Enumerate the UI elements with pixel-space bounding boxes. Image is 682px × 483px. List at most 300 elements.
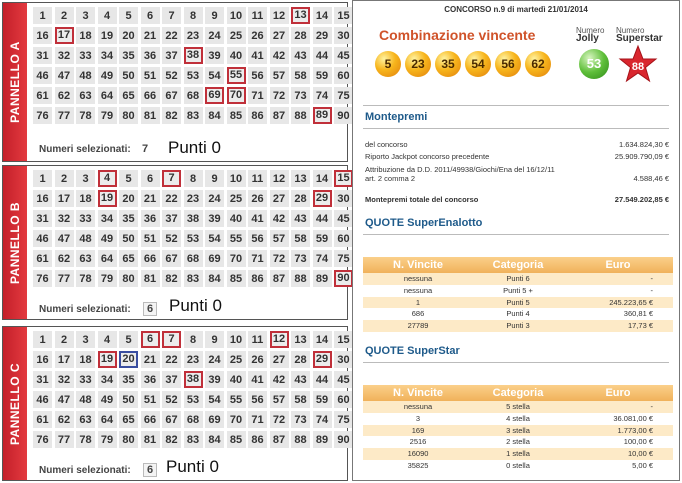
number-cell[interactable]: 90 [334, 107, 353, 124]
number-cell[interactable]: 10 [227, 170, 246, 187]
number-cell[interactable]: 78 [76, 107, 95, 124]
number-cell[interactable]: 3 [76, 7, 95, 24]
number-cell[interactable]: 67 [162, 411, 181, 428]
number-cell[interactable]: 41 [248, 210, 267, 227]
number-cell[interactable]: 2 [55, 331, 74, 348]
number-cell[interactable]: 8 [184, 331, 203, 348]
number-cell[interactable]: 35 [119, 371, 138, 388]
number-cell[interactable]: 73 [291, 250, 310, 267]
number-cell[interactable]: 14 [313, 7, 332, 24]
punti-label: Punti 0 [169, 296, 222, 315]
number-cell[interactable]: 85 [227, 270, 246, 287]
number-cell[interactable]: 42 [270, 47, 289, 64]
number-cell[interactable]: 60 [334, 230, 353, 247]
number-cell[interactable]: 80 [119, 270, 138, 287]
number-cell[interactable]: 17 [55, 27, 74, 44]
number-cell[interactable]: 51 [141, 67, 160, 84]
number-cell[interactable]: 22 [162, 27, 181, 44]
number-cell[interactable]: 39 [205, 47, 224, 64]
number-cell[interactable]: 87 [270, 270, 289, 287]
number-cell[interactable]: 74 [313, 87, 332, 104]
number-cell[interactable]: 77 [55, 270, 74, 287]
number-cell[interactable]: 74 [313, 250, 332, 267]
number-cell[interactable]: 68 [184, 250, 203, 267]
number-cell[interactable]: 41 [248, 371, 267, 388]
number-cell[interactable]: 56 [248, 67, 267, 84]
number-cell[interactable]: 88 [291, 431, 310, 448]
number-cell[interactable]: 90 [334, 270, 353, 287]
number-cell[interactable]: 61 [33, 250, 52, 267]
number-cell[interactable]: 28 [291, 190, 310, 207]
winning-ball: 56 [495, 51, 521, 77]
number-cell[interactable]: 81 [141, 270, 160, 287]
montepremi-value: 25.909.790,09 € [614, 152, 669, 161]
number-cell[interactable]: 79 [98, 107, 117, 124]
number-cell[interactable]: 89 [313, 431, 332, 448]
number-cell[interactable]: 7 [162, 7, 181, 24]
number-cell[interactable]: 34 [98, 47, 117, 64]
number-cell[interactable]: 69 [205, 411, 224, 428]
number-cell[interactable]: 31 [33, 371, 52, 388]
table-cell: nessuna [403, 274, 433, 283]
number-cell[interactable]: 21 [141, 190, 160, 207]
number-cell[interactable]: 66 [141, 87, 160, 104]
number-cell[interactable]: 11 [248, 170, 267, 187]
number-cell[interactable]: 29 [313, 351, 332, 368]
number-cell[interactable]: 86 [248, 270, 267, 287]
number-cell[interactable]: 82 [162, 270, 181, 287]
number-cell[interactable]: 20 [119, 351, 138, 368]
number-cell[interactable]: 23 [184, 190, 203, 207]
number-cell[interactable]: 39 [205, 371, 224, 388]
number-cell[interactable]: 18 [76, 190, 95, 207]
number-cell[interactable]: 12 [270, 7, 289, 24]
number-cell[interactable]: 78 [76, 270, 95, 287]
number-cell[interactable]: 65 [119, 250, 138, 267]
number-cell[interactable]: 70 [227, 411, 246, 428]
number-cell[interactable]: 53 [184, 391, 203, 408]
number-cell[interactable]: 48 [76, 391, 95, 408]
number-cell[interactable]: 9 [205, 170, 224, 187]
number-cell[interactable]: 67 [162, 250, 181, 267]
number-cell[interactable]: 50 [119, 391, 138, 408]
number-cell[interactable]: 79 [98, 270, 117, 287]
number-cell[interactable]: 89 [313, 107, 332, 124]
number-cell[interactable]: 26 [248, 27, 267, 44]
panel-b-tab[interactable] [3, 166, 27, 319]
number-cell[interactable]: 54 [205, 230, 224, 247]
number-cell[interactable]: 4 [98, 7, 117, 24]
number-cell[interactable]: 88 [291, 107, 310, 124]
number-cell[interactable]: 55 [227, 67, 246, 84]
number-cell[interactable]: 40 [227, 47, 246, 64]
table-cell: Punti 5 [506, 297, 530, 307]
number-cell[interactable]: 46 [33, 67, 52, 84]
number-cell[interactable]: 62 [55, 250, 74, 267]
number-cell[interactable]: 66 [141, 411, 160, 428]
number-cell[interactable]: 23 [184, 351, 203, 368]
number-cell[interactable]: 25 [227, 190, 246, 207]
panel-c-tab[interactable] [3, 327, 27, 480]
number-cell[interactable]: 31 [33, 210, 52, 227]
number-cell[interactable]: 84 [205, 270, 224, 287]
table-cell: 36.081,00 € [613, 413, 653, 423]
number-cell[interactable]: 61 [33, 411, 52, 428]
number-cell[interactable]: 73 [291, 411, 310, 428]
number-cell[interactable]: 57 [270, 230, 289, 247]
number-cell[interactable]: 16 [33, 351, 52, 368]
number-cell[interactable]: 30 [334, 351, 353, 368]
number-cell[interactable]: 28 [291, 351, 310, 368]
table-cell: 169 [411, 425, 425, 435]
number-cell[interactable]: 27 [270, 27, 289, 44]
number-cell[interactable]: 59 [313, 67, 332, 84]
montepremi-row [365, 152, 669, 161]
number-cell[interactable]: 43 [291, 371, 310, 388]
number-cell[interactable]: 19 [98, 351, 117, 368]
number-cell[interactable]: 40 [227, 210, 246, 227]
number-cell[interactable]: 13 [291, 170, 310, 187]
number-cell[interactable]: 49 [98, 391, 117, 408]
number-cell[interactable]: 82 [162, 107, 181, 124]
number-cell[interactable]: 83 [184, 107, 203, 124]
number-cell[interactable]: 43 [291, 47, 310, 64]
table-cell: 17,73 € [627, 321, 653, 331]
number-cell[interactable]: 72 [270, 250, 289, 267]
number-cell[interactable]: 6 [141, 7, 160, 24]
header-n-vincite: N. Vincite [393, 259, 443, 271]
number-cell[interactable]: 9 [205, 331, 224, 348]
number-cell[interactable]: 3 [76, 331, 95, 348]
number-cell[interactable]: 21 [141, 351, 160, 368]
number-cell[interactable]: 76 [33, 431, 52, 448]
number-cell[interactable]: 16 [33, 27, 52, 44]
number-cell[interactable]: 6 [141, 331, 160, 348]
number-cell[interactable]: 56 [248, 230, 267, 247]
number-cell[interactable]: 13 [291, 7, 310, 24]
number-cell[interactable]: 19 [98, 190, 117, 207]
number-cell[interactable]: 66 [141, 250, 160, 267]
number-cell[interactable]: 8 [184, 7, 203, 24]
number-cell[interactable]: 75 [334, 411, 353, 428]
number-cell[interactable]: 58 [291, 230, 310, 247]
number-cell[interactable]: 69 [205, 87, 224, 104]
number-cell[interactable]: 71 [248, 411, 267, 428]
number-cell[interactable]: 62 [55, 411, 74, 428]
number-cell[interactable]: 29 [313, 190, 332, 207]
number-cell[interactable]: 32 [55, 210, 74, 227]
number-cell[interactable]: 68 [184, 87, 203, 104]
number-cell[interactable]: 61 [33, 87, 52, 104]
number-cell[interactable]: 80 [119, 431, 138, 448]
number-cell[interactable]: 15 [334, 7, 353, 24]
number-cell[interactable]: 54 [205, 391, 224, 408]
number-cell[interactable]: 1 [33, 7, 52, 24]
number-cell[interactable]: 80 [119, 107, 138, 124]
number-cell[interactable]: 55 [227, 230, 246, 247]
number-cell[interactable]: 26 [248, 351, 267, 368]
number-cell[interactable]: 36 [141, 371, 160, 388]
number-cell[interactable]: 62 [55, 87, 74, 104]
number-cell[interactable]: 44 [313, 210, 332, 227]
number-cell[interactable]: 34 [98, 371, 117, 388]
number-cell[interactable]: 14 [313, 331, 332, 348]
number-cell[interactable]: 86 [248, 431, 267, 448]
number-cell[interactable]: 38 [184, 47, 203, 64]
number-cell[interactable]: 11 [248, 331, 267, 348]
table-cell: 1 [415, 297, 421, 307]
number-cell[interactable]: 46 [33, 391, 52, 408]
number-cell[interactable]: 48 [76, 67, 95, 84]
number-cell[interactable]: 90 [334, 431, 353, 448]
number-cell[interactable]: 86 [248, 107, 267, 124]
number-cell[interactable]: 24 [205, 351, 224, 368]
number-cell[interactable]: 58 [291, 391, 310, 408]
number-cell[interactable]: 34 [98, 210, 117, 227]
number-cell[interactable]: 17 [55, 351, 74, 368]
number-cell[interactable]: 14 [313, 170, 332, 187]
panel-a-tab[interactable] [3, 3, 27, 161]
montepremi-label: Attribuzione da D.D. 2011/49938/Giochi/Ena del 16/12/11 art. 2 comma 2 [365, 165, 555, 183]
number-cell[interactable]: 53 [184, 67, 203, 84]
number-cell[interactable]: 68 [184, 411, 203, 428]
number-cell[interactable]: 4 [98, 331, 117, 348]
number-cell[interactable]: 87 [270, 431, 289, 448]
jolly-label [576, 27, 604, 43]
number-cell[interactable]: 33 [76, 210, 95, 227]
number-cell[interactable]: 17 [55, 190, 74, 207]
number-cell[interactable]: 67 [162, 87, 181, 104]
number-cell[interactable]: 45 [334, 47, 353, 64]
number-cell[interactable]: 48 [76, 230, 95, 247]
number-cell[interactable]: 77 [55, 431, 74, 448]
number-cell[interactable]: 47 [55, 230, 74, 247]
number-cell[interactable]: 5 [119, 7, 138, 24]
number-cell[interactable]: 49 [98, 67, 117, 84]
number-cell[interactable]: 44 [313, 47, 332, 64]
number-cell[interactable]: 63 [76, 87, 95, 104]
number-cell[interactable]: 42 [270, 371, 289, 388]
number-cell[interactable]: 83 [184, 431, 203, 448]
table-cell: 10,00 € [627, 449, 653, 459]
number-cell[interactable]: 75 [334, 250, 353, 267]
number-cell[interactable]: 88 [291, 270, 310, 287]
winning-ball: 35 [435, 51, 461, 77]
number-cell[interactable]: 29 [313, 27, 332, 44]
number-cell[interactable]: 72 [270, 411, 289, 428]
number-cell[interactable]: 40 [227, 371, 246, 388]
number-cell[interactable]: 23 [184, 27, 203, 44]
number-cell[interactable]: 57 [270, 391, 289, 408]
number-cell[interactable]: 45 [334, 371, 353, 388]
number-cell[interactable]: 73 [291, 87, 310, 104]
number-cell[interactable]: 3 [76, 170, 95, 187]
number-cell[interactable]: 32 [55, 47, 74, 64]
number-cell[interactable]: 26 [248, 190, 267, 207]
number-cell[interactable]: 76 [33, 270, 52, 287]
table-row [363, 436, 673, 448]
number-cell[interactable]: 53 [184, 230, 203, 247]
number-cell[interactable]: 64 [98, 87, 117, 104]
number-cell[interactable]: 71 [248, 250, 267, 267]
number-cell[interactable]: 77 [55, 107, 74, 124]
number-cell[interactable]: 63 [76, 250, 95, 267]
number-cell[interactable]: 18 [76, 351, 95, 368]
table-cell: 360,81 € [623, 309, 653, 319]
number-cell[interactable]: 70 [227, 87, 246, 104]
number-cell[interactable]: 58 [291, 67, 310, 84]
header-categoria: Categoria [492, 387, 544, 399]
number-cell[interactable]: 79 [98, 431, 117, 448]
number-cell[interactable]: 60 [334, 391, 353, 408]
number-cell[interactable]: 24 [205, 190, 224, 207]
number-cell[interactable]: 33 [76, 47, 95, 64]
header-categoria: Categoria [492, 259, 544, 271]
number-cell[interactable]: 59 [313, 391, 332, 408]
number-cell[interactable]: 72 [270, 87, 289, 104]
number-cell[interactable]: 69 [205, 250, 224, 267]
number-cell[interactable]: 74 [313, 411, 332, 428]
number-cell[interactable]: 5 [119, 331, 138, 348]
number-cell[interactable]: 8 [184, 170, 203, 187]
number-cell[interactable]: 30 [334, 27, 353, 44]
number-cell[interactable]: 87 [270, 107, 289, 124]
number-cell[interactable]: 18 [76, 27, 95, 44]
number-cell[interactable]: 15 [334, 331, 353, 348]
number-cell[interactable]: 54 [205, 67, 224, 84]
number-cell[interactable]: 13 [291, 331, 310, 348]
montepremi-label: Riporto Jackpot concorso precedente [365, 152, 490, 161]
number-cell[interactable]: 11 [248, 7, 267, 24]
number-cell[interactable]: 37 [162, 47, 181, 64]
number-cell[interactable]: 85 [227, 107, 246, 124]
number-cell[interactable]: 75 [334, 87, 353, 104]
number-cell[interactable]: 12 [270, 170, 289, 187]
number-cell[interactable]: 35 [119, 210, 138, 227]
winning-ball: 54 [465, 51, 491, 77]
number-cell[interactable]: 38 [184, 210, 203, 227]
number-cell[interactable]: 20 [119, 27, 138, 44]
number-cell[interactable]: 51 [141, 230, 160, 247]
number-cell[interactable]: 45 [334, 210, 353, 227]
table-cell: 5 stella [506, 402, 530, 411]
number-cell[interactable]: 46 [33, 230, 52, 247]
number-cell[interactable]: 15 [334, 170, 353, 187]
number-cell[interactable]: 64 [98, 411, 117, 428]
number-cell[interactable]: 37 [162, 371, 181, 388]
number-cell[interactable]: 4 [98, 170, 117, 187]
number-cell[interactable]: 27 [270, 190, 289, 207]
number-cell[interactable]: 35 [119, 47, 138, 64]
number-cell[interactable]: 84 [205, 107, 224, 124]
number-cell[interactable]: 81 [141, 431, 160, 448]
number-cell[interactable]: 51 [141, 391, 160, 408]
number-cell[interactable]: 38 [184, 371, 203, 388]
number-cell[interactable]: 82 [162, 431, 181, 448]
number-cell[interactable]: 70 [227, 250, 246, 267]
number-cell[interactable]: 36 [141, 47, 160, 64]
number-cell[interactable]: 28 [291, 27, 310, 44]
number-cell[interactable]: 37 [162, 210, 181, 227]
number-cell[interactable]: 36 [141, 210, 160, 227]
number-cell[interactable]: 65 [119, 87, 138, 104]
number-cell[interactable]: 10 [227, 7, 246, 24]
number-cell[interactable]: 60 [334, 67, 353, 84]
table-cell: 4 stella [506, 413, 530, 423]
number-cell[interactable]: 41 [248, 47, 267, 64]
number-cell[interactable]: 32 [55, 371, 74, 388]
number-cell[interactable]: 1 [33, 331, 52, 348]
superstar-title: Superstar [616, 33, 663, 44]
number-cell[interactable]: 71 [248, 87, 267, 104]
number-cell[interactable]: 5 [119, 170, 138, 187]
number-cell[interactable]: 31 [33, 47, 52, 64]
number-cell[interactable]: 39 [205, 210, 224, 227]
number-cell[interactable]: 27 [270, 351, 289, 368]
number-cell[interactable]: 63 [76, 411, 95, 428]
number-cell[interactable]: 19 [98, 27, 117, 44]
number-cell[interactable]: 49 [98, 230, 117, 247]
number-cell[interactable]: 43 [291, 210, 310, 227]
number-cell[interactable]: 76 [33, 107, 52, 124]
number-cell[interactable]: 78 [76, 431, 95, 448]
number-cell[interactable]: 83 [184, 270, 203, 287]
number-cell[interactable]: 2 [55, 7, 74, 24]
number-cell[interactable]: 1 [33, 170, 52, 187]
number-cell[interactable]: 81 [141, 107, 160, 124]
number-cell[interactable]: 65 [119, 411, 138, 428]
number-cell[interactable]: 7 [162, 331, 181, 348]
number-cell[interactable]: 30 [334, 190, 353, 207]
number-cell[interactable]: 84 [205, 431, 224, 448]
number-cell[interactable]: 64 [98, 250, 117, 267]
number-cell[interactable]: 16 [33, 190, 52, 207]
number-cell[interactable]: 9 [205, 7, 224, 24]
number-cell[interactable]: 44 [313, 371, 332, 388]
number-cell[interactable]: 42 [270, 210, 289, 227]
number-cell[interactable]: 59 [313, 230, 332, 247]
number-cell[interactable]: 47 [55, 391, 74, 408]
table-cell: 100,00 € [623, 437, 653, 447]
number-cell[interactable]: 22 [162, 190, 181, 207]
number-cell[interactable]: 33 [76, 371, 95, 388]
number-cell[interactable]: 85 [227, 431, 246, 448]
number-cell[interactable]: 25 [227, 27, 246, 44]
number-cell[interactable]: 56 [248, 391, 267, 408]
number-cell[interactable]: 50 [119, 230, 138, 247]
number-cell[interactable]: 25 [227, 351, 246, 368]
divider [363, 105, 669, 106]
number-cell[interactable]: 22 [162, 351, 181, 368]
number-cell[interactable]: 52 [162, 230, 181, 247]
number-cell[interactable]: 89 [313, 270, 332, 287]
montepremi-value: 4.588,46 € [633, 174, 669, 183]
number-cell[interactable]: 57 [270, 67, 289, 84]
number-cell[interactable]: 50 [119, 67, 138, 84]
number-cell[interactable]: 10 [227, 331, 246, 348]
number-cell[interactable]: 55 [227, 391, 246, 408]
number-cell[interactable]: 21 [141, 27, 160, 44]
number-cell[interactable]: 12 [270, 331, 289, 348]
number-cell[interactable]: 2 [55, 170, 74, 187]
number-cell[interactable]: 7 [162, 170, 181, 187]
number-cell[interactable]: 20 [119, 190, 138, 207]
number-cell[interactable]: 6 [141, 170, 160, 187]
number-cell[interactable]: 24 [205, 27, 224, 44]
number-cell[interactable]: 47 [55, 67, 74, 84]
number-cell[interactable]: 52 [162, 391, 181, 408]
number-cell[interactable]: 52 [162, 67, 181, 84]
